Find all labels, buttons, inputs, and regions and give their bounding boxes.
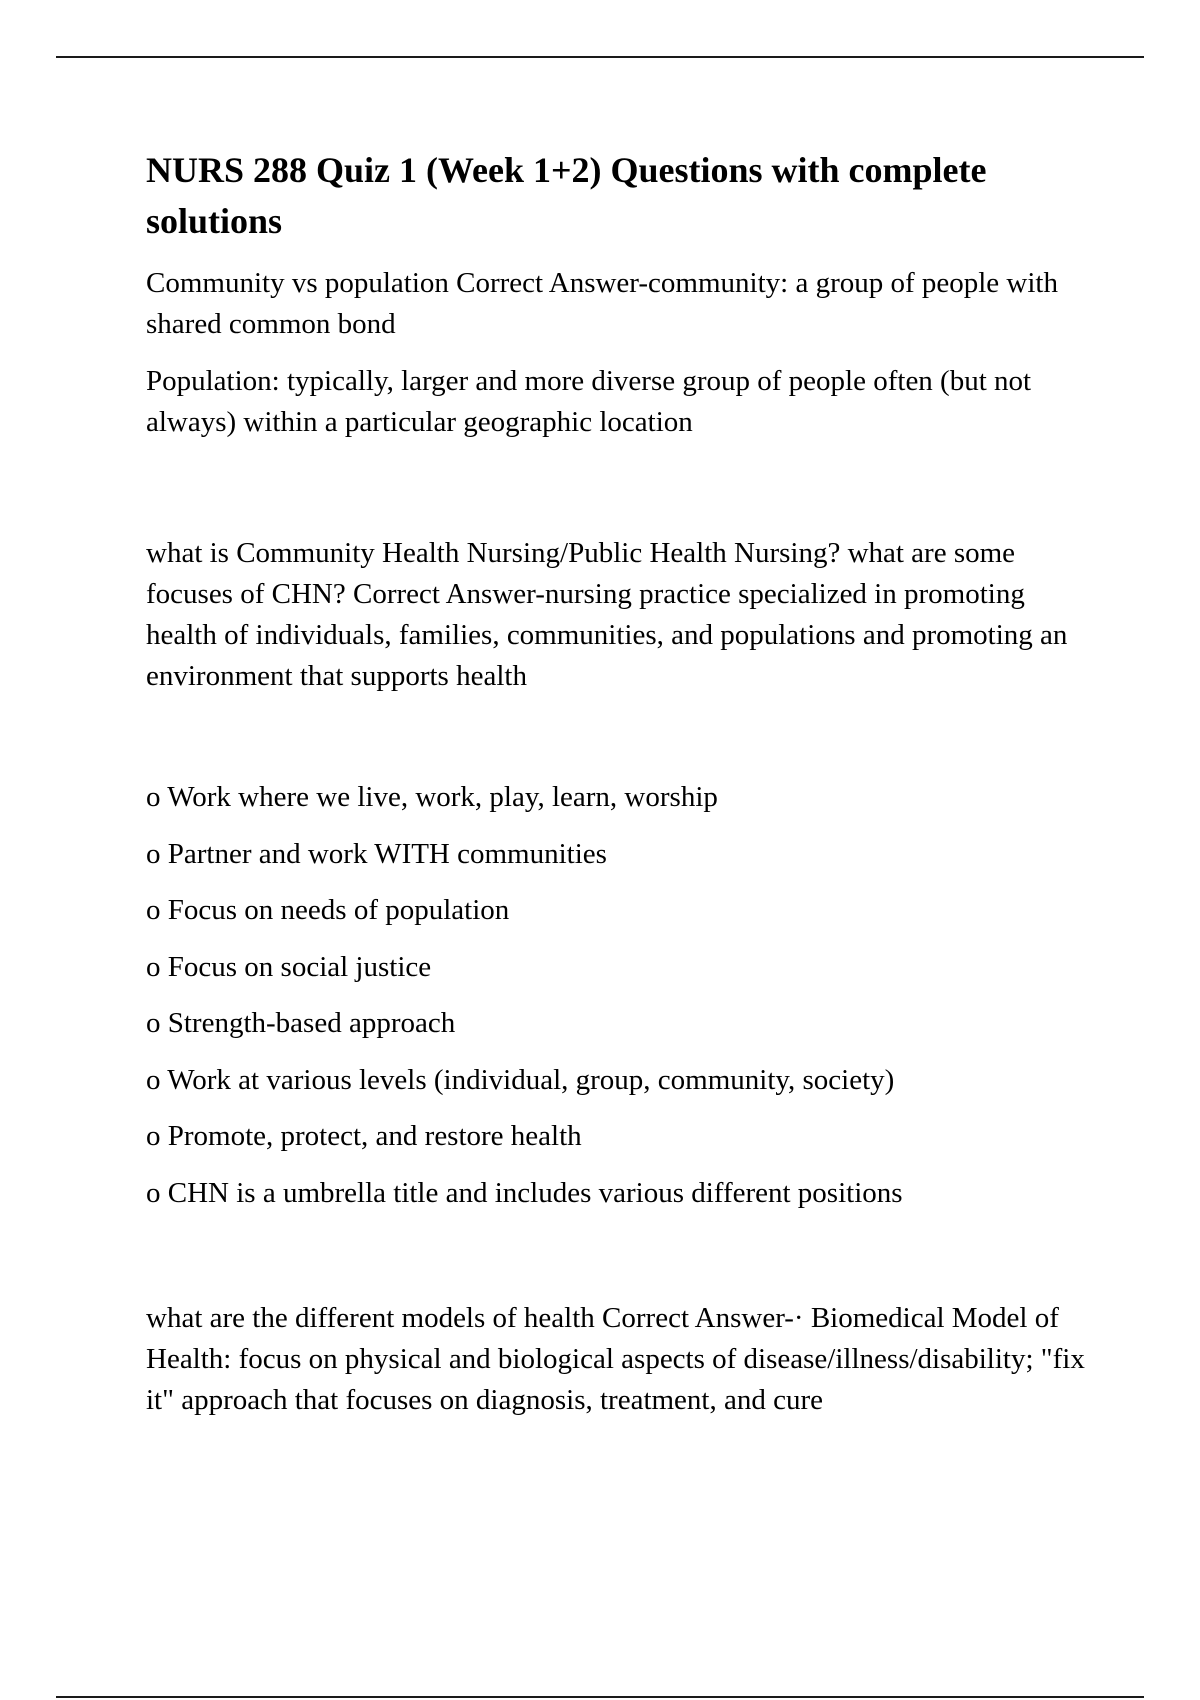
paragraph-models-of-health: what are the different models of health Correct Answer-· Biomedical Model of Health: focus on physical and biological aspects of disease/illness/disability; "fix it" approach that focuses on diagnosis, treatment, and cure [146, 1301, 1085, 1416]
list-item: o Strength-based approach [146, 1007, 456, 1039]
list-item: o Focus on needs of population [146, 894, 510, 926]
paragraph-chn-definition: what is Community Health Nursing/Public Health Nursing? what are some focuses of CHN? Correct Answer-nursing practice specialized in promoting health of individuals, families, communities, and populations and promoting an environment that supports health [146, 537, 1068, 692]
document-body [146, 145, 1096, 1421]
list-item: o Work where we live, work, play, learn, worship [146, 781, 718, 813]
chn-focus-list [146, 777, 1096, 1214]
list-item: o Focus on social justice [146, 950, 432, 983]
list-item: o Promote, protect, and restore health [146, 1120, 582, 1152]
top-divider [56, 56, 1144, 58]
paragraph-community-vs-population: Community vs population Correct Answer-community: a group of people with shared common bond [146, 267, 1058, 340]
list-item: o CHN is a umbrella title and includes various different positions [146, 1176, 903, 1209]
paragraph-population-definition: Population: typically, larger and more diverse group of people often (but not always) within a particular geographic location [146, 365, 1032, 438]
list-item: o Work at various levels (individual, group, community, society) [146, 1063, 895, 1096]
document-title: NURS 288 Quiz 1 (Week 1+2) Questions with complete solutions [146, 150, 987, 241]
list-item: o Partner and work WITH communities [146, 837, 607, 870]
bottom-divider [56, 1696, 1144, 1698]
